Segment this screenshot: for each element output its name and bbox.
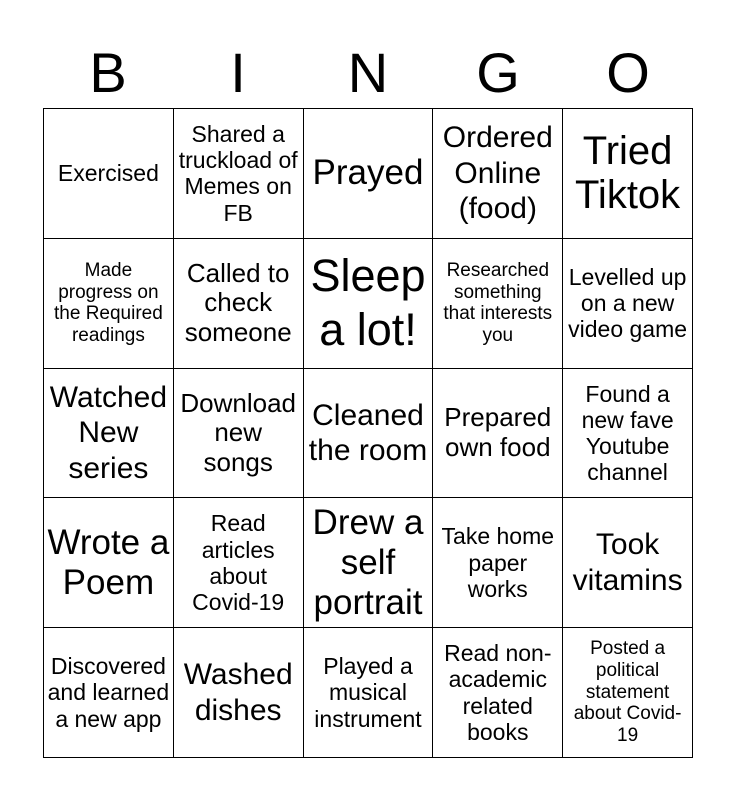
bingo-board — [43, 108, 693, 758]
bingo-cell[interactable]: Ordered Online (food) — [433, 109, 563, 239]
bingo-cell[interactable]: Tried Tiktok — [563, 109, 693, 239]
bingo-cell[interactable]: Prayed — [304, 109, 434, 239]
header-letter-o: O — [606, 41, 650, 104]
bingo-cell[interactable]: Researched something that interests you — [433, 239, 563, 369]
bingo-cell[interactable]: Called to check someone — [174, 239, 304, 369]
bingo-cell[interactable]: Made progress on the Required readings — [44, 239, 174, 369]
bingo-cell[interactable]: Prepared own food — [433, 369, 563, 499]
bingo-header — [43, 38, 693, 108]
bingo-cell[interactable]: Found a new fave Youtube channel — [563, 369, 693, 499]
bingo-cell[interactable]: Wrote a Poem — [44, 498, 174, 628]
bingo-cell[interactable]: Take home paper works — [433, 498, 563, 628]
bingo-cell[interactable]: Exercised — [44, 109, 174, 239]
header-letter-g: G — [476, 41, 520, 104]
bingo-cell[interactable]: Watched New series — [44, 369, 174, 499]
bingo-cell[interactable]: Washed dishes — [174, 628, 304, 758]
bingo-cell[interactable]: Read non-academic related books — [433, 628, 563, 758]
header-letter-b: B — [89, 41, 127, 104]
bingo-cell[interactable]: Took vitamins — [563, 498, 693, 628]
bingo-cell[interactable]: Sleep a lot! — [304, 239, 434, 369]
bingo-cell[interactable]: Drew a self portrait — [304, 498, 434, 628]
bingo-cell[interactable]: Levelled up on a new video game — [563, 239, 693, 369]
bingo-cell[interactable]: Read articles about Covid-19 — [174, 498, 304, 628]
bingo-cell[interactable]: Posted a political statement about Covid-19 — [563, 628, 693, 758]
header-letter-i: I — [230, 41, 246, 104]
bingo-cell[interactable]: Played a musical instrument — [304, 628, 434, 758]
header-letter-n: N — [347, 41, 389, 104]
bingo-cell[interactable]: Cleaned the room — [304, 369, 434, 499]
bingo-cell[interactable]: Download new songs — [174, 369, 304, 499]
bingo-cell[interactable]: Shared a truckload of Memes on FB — [174, 109, 304, 239]
bingo-cell[interactable]: Discovered and learned a new app — [44, 628, 174, 758]
